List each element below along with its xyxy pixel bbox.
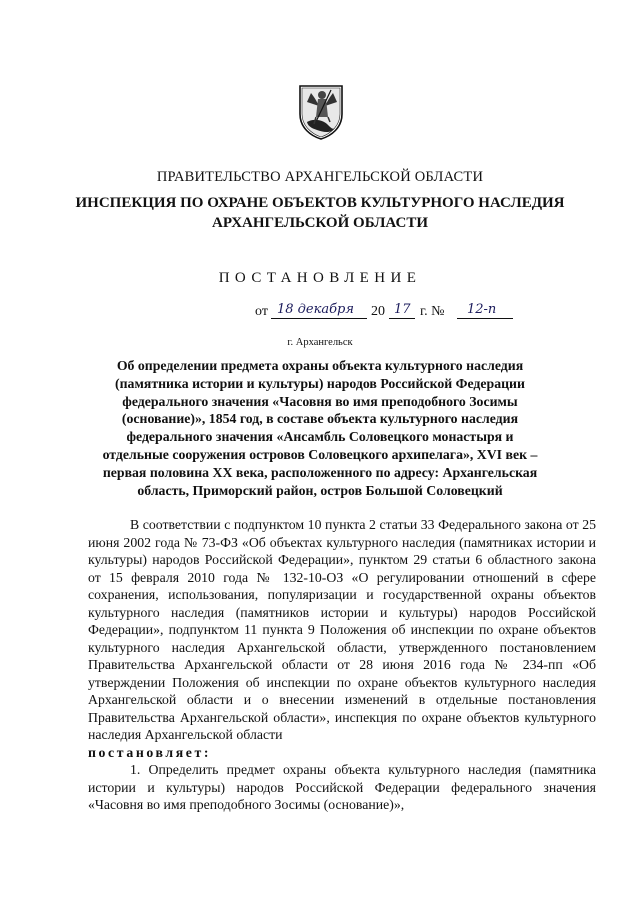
decree-dateline [255, 302, 515, 324]
decree-body [88, 516, 596, 814]
inspection-heading [60, 193, 580, 233]
inspection-heading-line2: АРХАНГЕЛЬСКОЙ ОБЛАСТИ [212, 215, 428, 231]
number-prefix: г. № [420, 304, 445, 319]
date-underline [271, 318, 367, 319]
item-1-paragraph: 1. Определить предмет охраны объекта культурного наследия (памятника истории и культуры) народов Российской Федерации федерального значения «Часовня во имя преподобного Зосимы (основание)», [88, 762, 596, 812]
date-prefix: от [255, 304, 268, 319]
city-label: г. Архангельск [287, 337, 353, 348]
inspection-heading-line1: ИНСПЕКЦИЯ ПО ОХРАНЕ ОБЪЕКТОВ КУЛЬТУРНОГО НАСЛЕДИЯ [75, 195, 565, 211]
government-heading: ПРАВИТЕЛЬСТВО АРХАНГЕЛЬСКОЙ ОБЛАСТИ [156, 169, 484, 185]
year-underline [389, 318, 415, 319]
number-handwritten: 12-п [467, 302, 497, 317]
number-underline [457, 318, 513, 319]
coat-of-arms-icon [297, 84, 345, 140]
year-handwritten: 17 [394, 302, 411, 317]
year-prefix: 20 [371, 304, 385, 319]
decree-subject: Об определении предмета охраны объекта культурного наследия (памятника истории и культуры) народов Российской Федерации федерального значения «Часовня во имя преподобного Зосимы (основание)», 1854 год, в составе объекта культурного наследия федерального значения «Ансамбль Соловецкого монастыря и отдельные сооружения островов Соловецкого архипелага», XVI век – первая половина XX века, расположенного по адресу: Архангельская область, Приморский район, остров Большой Соловецкий [102, 358, 538, 498]
preamble-paragraph: В соответствии с подпунктом 10 пункта 2 статьи 33 Федерального закона от 25 июня 2002 года № 73-ФЗ «Об объектах культурного наследия (памятниках истории и культуры) народов Российской Федерации», пунктом 29 статьи 6 областного закона от 15 февраля 2010 года № 132-10-ОЗ «О регулировании отношений в сфере сохранения, использования, популяризации и государственной охраны объектов культурного наследия (памятников истории и культуры) народов Российской Федерации», подпунктом 11 пункта 9 Положения об инспекции по охране объектов культурного наследия Архангельской области, утвержденного постановлением Правительства Архангельской области от 28 июня 2016 года № 234-пп «Об утверждении Положения об инспекции по охране объектов культурного наследия Архангельской области и о внесении изменений в отдельные постановления Правительства Архангельской области», инспекция по охране объектов культурного наследия Архангельской области [88, 517, 596, 742]
date-handwritten: 18 декабря [277, 302, 354, 317]
resolves-word: постановляет: [88, 744, 212, 760]
decree-title: ПОСТАНОВЛЕНИЕ [218, 270, 422, 286]
